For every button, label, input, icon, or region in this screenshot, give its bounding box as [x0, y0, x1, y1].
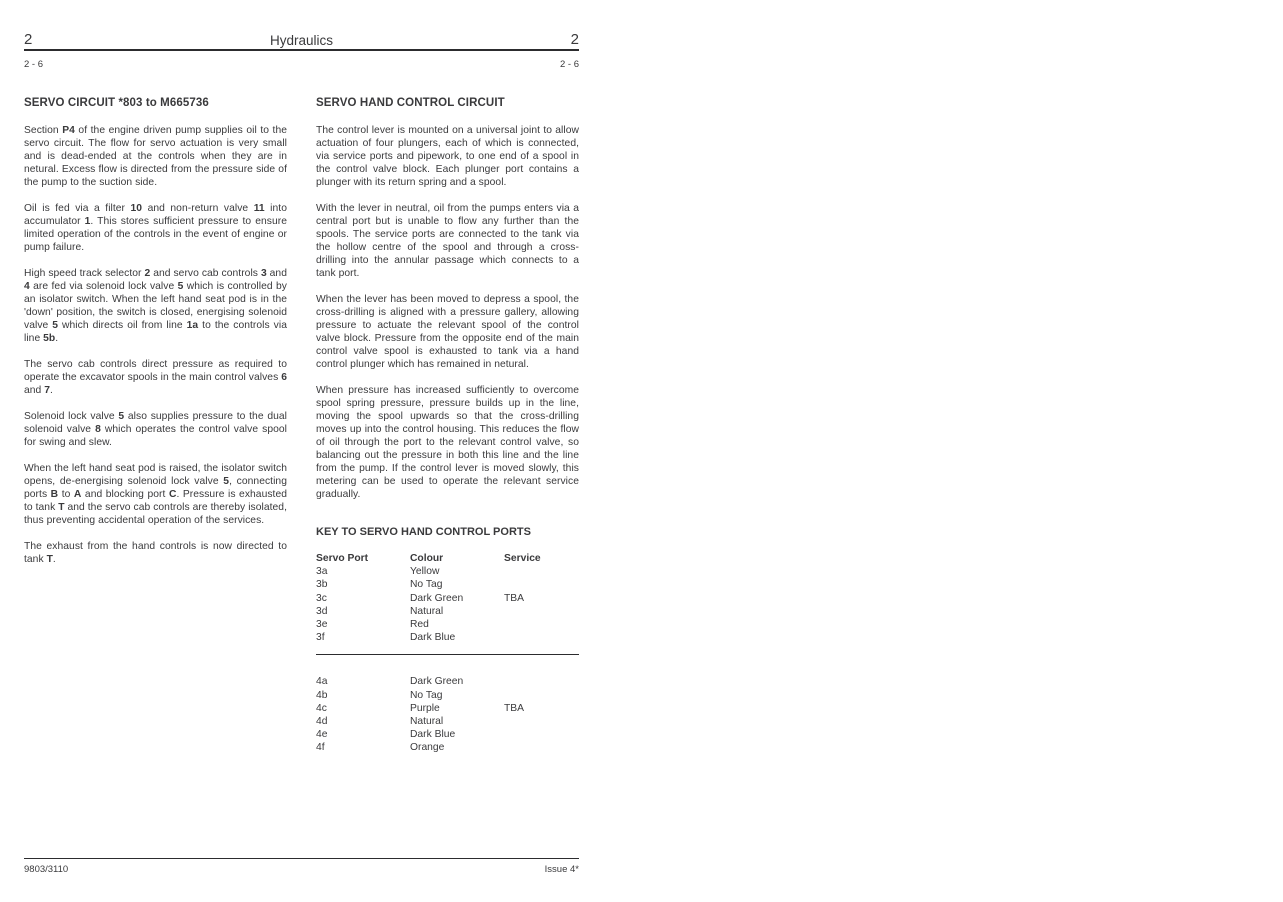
- footer-rule-line: [24, 858, 579, 859]
- servo-port-key-table: [316, 552, 579, 755]
- left-column-paragraphs: [24, 124, 287, 566]
- cell-port: 4a: [316, 676, 328, 688]
- paragraph: With the lever in neutral, oil from the pumps enters via a central port but is unable to flow any further than the spools. The service ports are connected to the tank via the hollow centre of the spool and through a cross-drilling into the annular passage which connects to a tank port.: [316, 203, 579, 279]
- table-divider-line: [316, 654, 579, 655]
- left-column: [24, 97, 287, 755]
- header-rule-row: [24, 32, 579, 51]
- right-column-paragraphs: [316, 124, 579, 501]
- paragraph: High speed track selector 2 and servo cab controls 3 and 4 are fed via solenoid lock valve 5 which is controlled by an isolator switch. When the left hand seat pod is in the 'down' position, the switch is closed, energising solenoid valve 5 which directs oil from line 1a to the controls via line 5b.: [24, 268, 287, 344]
- cell-port: 4d: [316, 716, 328, 728]
- cell-port: 4c: [316, 702, 327, 714]
- header-section-number-right: 2: [570, 31, 579, 48]
- section-heading-servo-hand-control: SERVO HAND CONTROL CIRCUIT: [316, 97, 505, 109]
- cell-service: [504, 689, 579, 702]
- issue-label: Issue 4*: [544, 864, 579, 875]
- cell-colour: Dark Blue: [410, 729, 456, 741]
- page-header: [24, 32, 579, 70]
- cell-service: [504, 675, 579, 688]
- paragraph: When pressure has increased sufficiently to overcome spool spring pressure, pressure builds up in the line, moving the spool upwards so that the cross-drilling moves up into the control housing. This reduces the flow of oil through the port to the relevant control valve, so balancing out the pressure in both this line and the line from the pump. If the control lever is moved slowly, this metering can be used to operate the relevant service gradually.: [316, 385, 579, 500]
- table-row: [316, 631, 579, 644]
- cell-service: TBA: [504, 592, 525, 604]
- cell-colour: Yellow: [410, 566, 440, 578]
- table-row: [316, 702, 579, 715]
- cell-colour: Red: [410, 619, 429, 631]
- cell-service: [504, 578, 579, 591]
- cell-port: 3b: [316, 579, 328, 591]
- cell-colour: Dark Green: [410, 592, 464, 604]
- header-section-number-left: 2: [24, 31, 33, 48]
- cell-service: [504, 565, 579, 578]
- cell-service: [504, 605, 579, 618]
- table-row: [316, 715, 579, 728]
- paragraph: The control lever is mounted on a universal joint to allow actuation of four plungers, each of which is connected, via service ports and pipework, to one end of a spool in the control valve block. Each plunger port contains a plunger with its return spring and a spool.: [316, 125, 579, 188]
- cell-colour: No Tag: [410, 579, 443, 591]
- content-columns: [24, 97, 579, 755]
- page-content: [24, 0, 579, 755]
- column-header-servo-port: Servo Port: [316, 553, 369, 564]
- table-row: [316, 605, 579, 618]
- cell-service: [504, 618, 579, 631]
- cell-colour: Natural: [410, 716, 444, 728]
- cell-colour: Dark Green: [410, 676, 464, 688]
- paragraph: Section P4 of the engine driven pump supplies oil to the servo circuit. The flow for servo actuation is very small and is dead-ended at the controls when they are in netural. Excess flow is directed from the pressure side of the pump to the suction side.: [24, 125, 288, 188]
- cell-port: 4e: [316, 729, 328, 741]
- key-table-heading: KEY TO SERVO HAND CONTROL PORTS: [316, 526, 531, 538]
- table-row: [316, 592, 579, 605]
- page-number-right: 2 - 6: [559, 59, 579, 70]
- table-group-3: [316, 565, 579, 644]
- table-row: [316, 618, 579, 631]
- cell-port: 3e: [316, 619, 328, 631]
- cell-colour: Natural: [410, 605, 444, 617]
- section-heading-servo-circuit: SERVO CIRCUIT *803 to M665736: [24, 97, 209, 109]
- page-footer: [24, 858, 579, 875]
- table-row: [316, 578, 579, 591]
- column-header-colour: Colour: [410, 553, 444, 564]
- cell-service: [504, 715, 579, 728]
- cell-colour: Dark Blue: [410, 632, 456, 644]
- paragraph: When the left hand seat pod is raised, the isolator switch opens, de-energising solenoid lock valve 5, connecting ports B to A and blocking port C. Pressure is exhausted to tank T and the servo cab controls are thereby isolated, thus preventing accidental operation of the services.: [24, 463, 288, 526]
- cell-colour: Purple: [410, 702, 440, 714]
- paragraph: When the lever has been moved to depress a spool, the cross-drilling is aligned with a pressure gallery, allowing pressure to actuate the relevant spool of the control valve block. Pressure from the opposite end of the main control valve spool is exhausted to tank via a hand control plunger which has remained in netural.: [316, 294, 579, 370]
- table-row: [316, 741, 579, 754]
- paragraph: The exhaust from the hand controls is now directed to tank T.: [24, 541, 287, 565]
- paragraph: Solenoid lock valve 5 also supplies pressure to the dual solenoid valve 8 which operates the control valve spool for swing and slew.: [24, 411, 287, 448]
- column-header-service: Service: [504, 553, 541, 564]
- cell-service: TBA: [504, 702, 525, 714]
- cell-port: 3a: [316, 566, 328, 578]
- cell-service: [504, 728, 579, 741]
- right-column: [316, 97, 579, 755]
- cell-service: [504, 631, 579, 644]
- cell-port: 3f: [316, 632, 325, 644]
- table-row: [316, 689, 579, 702]
- cell-colour: Orange: [410, 742, 445, 754]
- table-row: [316, 675, 579, 688]
- table-group-4: [316, 675, 579, 754]
- cell-port: 3c: [316, 592, 327, 604]
- document-number: 9803/3110: [24, 864, 69, 875]
- cell-port: 4b: [316, 689, 328, 701]
- page-number-left: 2 - 6: [24, 59, 44, 70]
- page-number-row: [24, 59, 579, 70]
- cell-service: [504, 741, 579, 754]
- cell-colour: No Tag: [410, 689, 443, 701]
- footer-row: [24, 864, 579, 875]
- header-title: Hydraulics: [269, 33, 334, 48]
- paragraph: Oil is fed via a filter 10 and non-return valve 11 into accumulator 1. This stores sufficient pressure to ensure limited operation of the controls in the event of engine or pump failure.: [24, 203, 287, 253]
- table-header-row: [316, 552, 579, 565]
- table-row: [316, 565, 579, 578]
- table-row: [316, 728, 579, 741]
- cell-port: 4f: [316, 742, 325, 754]
- cell-port: 3d: [316, 605, 328, 617]
- paragraph: The servo cab controls direct pressure as required to operate the excavator spools in the main control valves 6 and 7.: [24, 359, 287, 396]
